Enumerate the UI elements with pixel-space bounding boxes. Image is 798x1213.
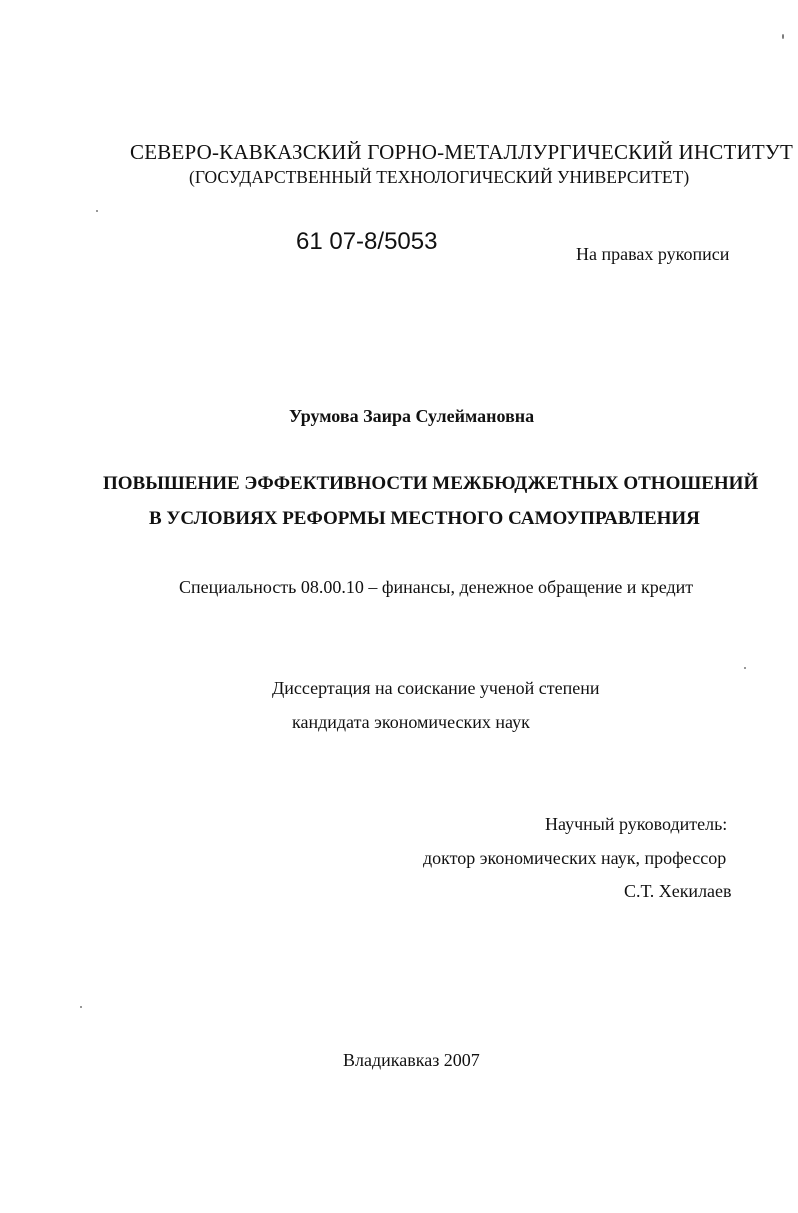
dissertation-degree-line-2: кандидата экономических наук bbox=[292, 712, 530, 732]
place-and-year: Владикавказ 2007 bbox=[343, 1050, 480, 1070]
author-name: Урумова Заира Сулеймановна bbox=[289, 406, 535, 426]
scan-speck bbox=[80, 1006, 82, 1008]
scan-speck bbox=[782, 34, 784, 39]
supervisor-name: С.Т. Хекилаев bbox=[624, 881, 732, 901]
scan-speck bbox=[744, 667, 746, 669]
institution-name: СЕВЕРО-КАВКАЗСКИЙ ГОРНО-МЕТАЛЛУРГИЧЕСКИЙ ИНСТИТУТ bbox=[130, 140, 794, 164]
specialty: Специальность 08.00.10 – финансы, денежное обращение и кредит bbox=[179, 577, 694, 597]
institution-subtitle: (ГОСУДАРСТВЕННЫЙ ТЕХНОЛОГИЧЕСКИЙ УНИВЕРСИТЕТ) bbox=[189, 167, 690, 187]
manuscript-note: На правах рукописи bbox=[576, 244, 730, 264]
supervisor-label: Научный руководитель: bbox=[545, 814, 728, 834]
dissertation-degree-line-1: Диссертация на соискание ученой степени bbox=[272, 678, 600, 698]
registry-code: 61 07-8/5053 bbox=[296, 228, 438, 255]
scan-speck bbox=[96, 210, 98, 212]
thesis-title-line-2: В УСЛОВИЯХ РЕФОРМЫ МЕСТНОГО САМОУПРАВЛЕНИЯ bbox=[149, 508, 700, 529]
supervisor-degree: доктор экономических наук, профессор bbox=[423, 848, 727, 868]
thesis-title-line-1: ПОВЫШЕНИЕ ЭФФЕКТИВНОСТИ МЕЖБЮДЖЕТНЫХ ОТНОШЕНИЙ bbox=[103, 473, 759, 494]
